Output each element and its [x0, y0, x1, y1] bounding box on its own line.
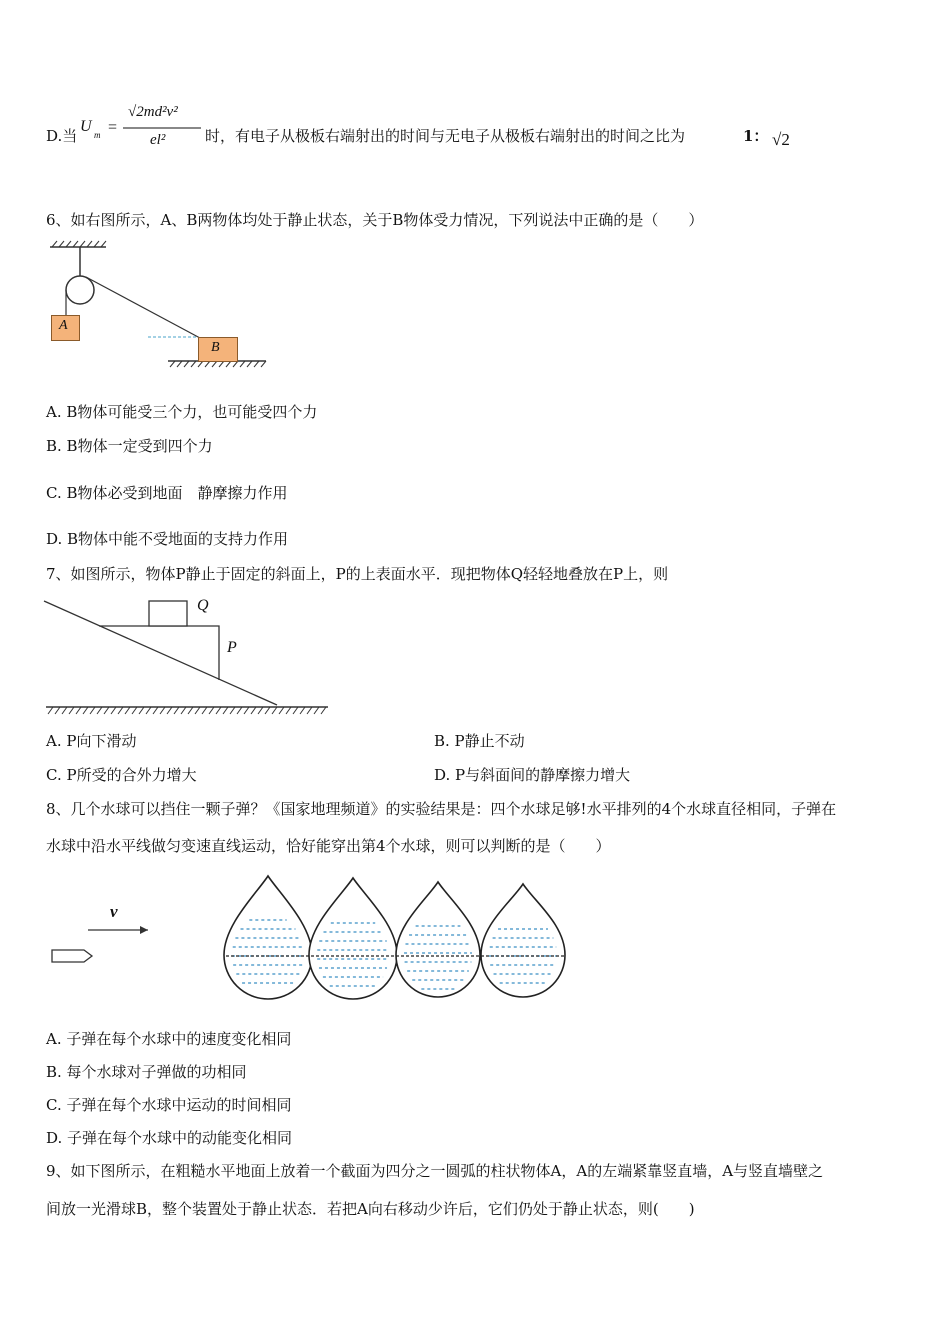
formula-fraction-bar	[123, 127, 203, 129]
block-b-label: B	[211, 340, 220, 355]
q6-option-b: B. B物体一定受到四个力	[46, 437, 213, 455]
block-q	[149, 601, 187, 626]
velocity-label: v	[110, 902, 118, 921]
q5-ratio: 1：	[743, 127, 769, 145]
q9-stem-line2: 间放一光滑球B，整个装置处于静止状态．若把A向右移动少许后，它们仍处于静止状态，则( )	[46, 1200, 695, 1218]
q6-option-d: D. B物体中能不受地面的支持力作用	[46, 530, 289, 548]
q8-option-c: C. 子弹在每个水球中运动的时间相同	[46, 1096, 292, 1114]
q8-figure	[46, 870, 576, 1010]
formula-u-subscript: m	[94, 130, 101, 140]
block-p-label: P	[227, 639, 237, 656]
q6-figure	[40, 240, 280, 375]
water-drop	[481, 884, 565, 997]
formula-equals: =	[108, 119, 118, 136]
q7-option-d: D. P与斜面间的静摩擦力增大	[434, 766, 631, 784]
block-q-label: Q	[197, 597, 209, 614]
block-a-label: A	[59, 318, 68, 333]
bullet	[52, 950, 92, 962]
q5-option-d-prefix: D.当	[46, 127, 78, 145]
q6-option-c: C. B物体必受到地面 静摩擦力作用	[46, 484, 288, 502]
q7-stem: 7、如图所示，物体P静止于固定的斜面上，P的上表面水平．现把物体Q轻轻地叠放在P上，则	[46, 565, 669, 583]
q7-figure	[44, 595, 334, 720]
q7-option-b: B. P静止不动	[434, 732, 525, 750]
q7-option-a: A. P向下滑动	[46, 732, 137, 750]
q5-option-d-suffix: 时，有电子从极板右端射出的时间与无电子从极板右端射出的时间之比为	[205, 127, 686, 145]
formula-u: U	[80, 118, 92, 135]
q8-option-d: D. 子弹在每个水球中的动能变化相同	[46, 1129, 293, 1147]
q5-sqrt2: √2	[772, 130, 790, 149]
q8-stem-line1: 8、几个水球可以挡住一颗子弹？《国家地理频道》的实验结果是：四个水球足够!水平排列的4个水球直径相同，子弹在	[46, 800, 837, 818]
pulley	[66, 276, 94, 304]
q9-stem-line1: 9、如下图所示，在粗糙水平地面上放着一个截面为四分之一圆弧的柱状物体A，A的左端紧靠竖直墙，A与竖直墙壁之	[46, 1162, 824, 1180]
q8-stem-line2: 水球中沿水平线做匀变速直线运动，恰好能穿出第4个水球，则可以判断的是（ ）	[46, 837, 611, 855]
formula-denominator: el²	[150, 132, 166, 148]
q8-option-b: B. 每个水球对子弹做的功相同	[46, 1063, 247, 1081]
q8-option-a: A. 子弹在每个水球中的速度变化相同	[46, 1030, 292, 1048]
q7-option-c: C. P所受的合外力增大	[46, 766, 197, 784]
q6-stem: 6、如右图所示，A、B两物体均处于静止状态，关于B物体受力情况，下列说法中正确的是（ ）	[46, 211, 704, 229]
water-drop	[309, 878, 397, 999]
q6-option-a: A. B物体可能受三个力，也可能受四个力	[46, 403, 318, 421]
formula-numerator: √2md²v²	[128, 104, 178, 120]
